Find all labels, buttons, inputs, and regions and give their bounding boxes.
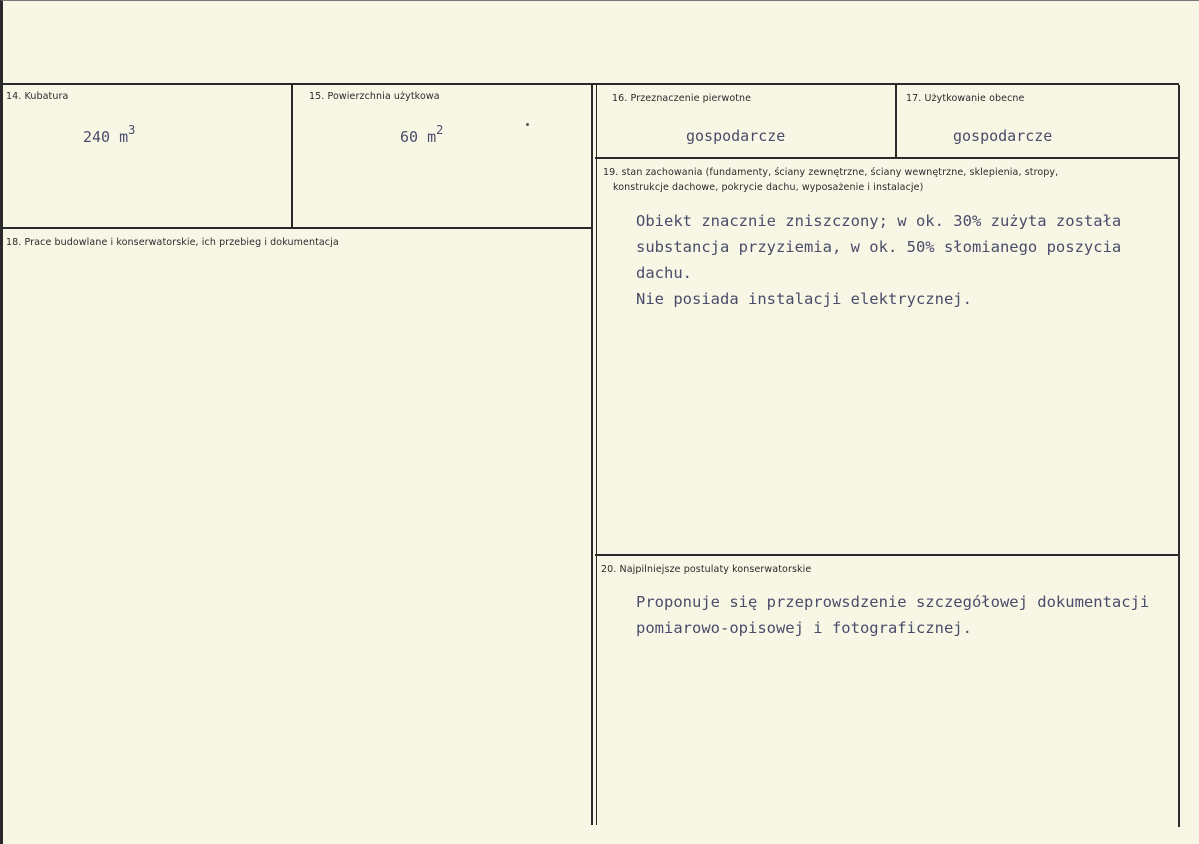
field-19-line: Obiekt znacznie zniszczony; w ok. 30% zużyta została [636,212,1122,230]
field-15-number: 60 [400,128,419,146]
field-20-line: pomiarowo-opisowej i fotograficznej. [636,619,972,637]
rule-above-field-20 [595,554,1179,556]
field-20-text [636,589,1149,641]
field-19-line: Nie posiada instalacji elektrycznej. [636,290,972,308]
field-15-unit-base: m [427,128,437,146]
rule-under-top-left [3,227,593,229]
ink-speck [526,123,529,126]
center-divider [591,85,593,825]
field-14-number: 240 [83,128,111,146]
divider-16-17 [895,85,897,158]
field-16-value: gospodarcze [686,127,786,145]
field-19-label-line-1: 19. stan zachowania (fundamenty, ściany zewnętrzne, ściany wewnętrzne, sklepienia, stropy, [603,167,1059,178]
field-19-line: substancja przyziemia, w ok. 50% słomianego poszycia [636,238,1122,256]
field-14-unit-base: m [119,128,129,146]
field-20-line: Proponuje się przeprowsdzenie szczegółowej dokumentacji [636,593,1150,611]
field-19-text [636,208,1121,312]
field-14-label: 14. Kubatura [6,91,69,102]
right-column-inner-divider [596,85,597,825]
field-15-label: 15. Powierzchnia użytkowa [309,91,440,102]
field-14-unit-exponent: 3 [128,123,136,137]
field-20-label: 20. Najpilniejsze postulaty konserwatorskie [601,564,812,575]
field-15-unit [427,123,444,146]
right-border [1178,85,1180,827]
field-19-label-line-2: konstrukcje dachowe, pokrycie dachu, wyposażenie i instalacje) [613,182,924,193]
field-15-unit-exponent: 2 [436,123,444,137]
rule-under-fields-16-17 [595,157,1179,159]
field-17-value: gospodarcze [953,127,1053,145]
field-16-label: 16. Przeznaczenie pierwotne [612,93,752,104]
field-14-unit [119,123,136,146]
field-14-value [83,125,135,146]
field-18-label: 18. Prace budowlane i konserwatorskie, ich przebieg i dokumentacja [6,237,339,248]
field-19-line: dachu. [636,264,692,282]
field-15-value [400,125,443,146]
field-17-label: 17. Użytkowanie obecne [906,93,1025,104]
divider-14-15 [291,85,293,228]
